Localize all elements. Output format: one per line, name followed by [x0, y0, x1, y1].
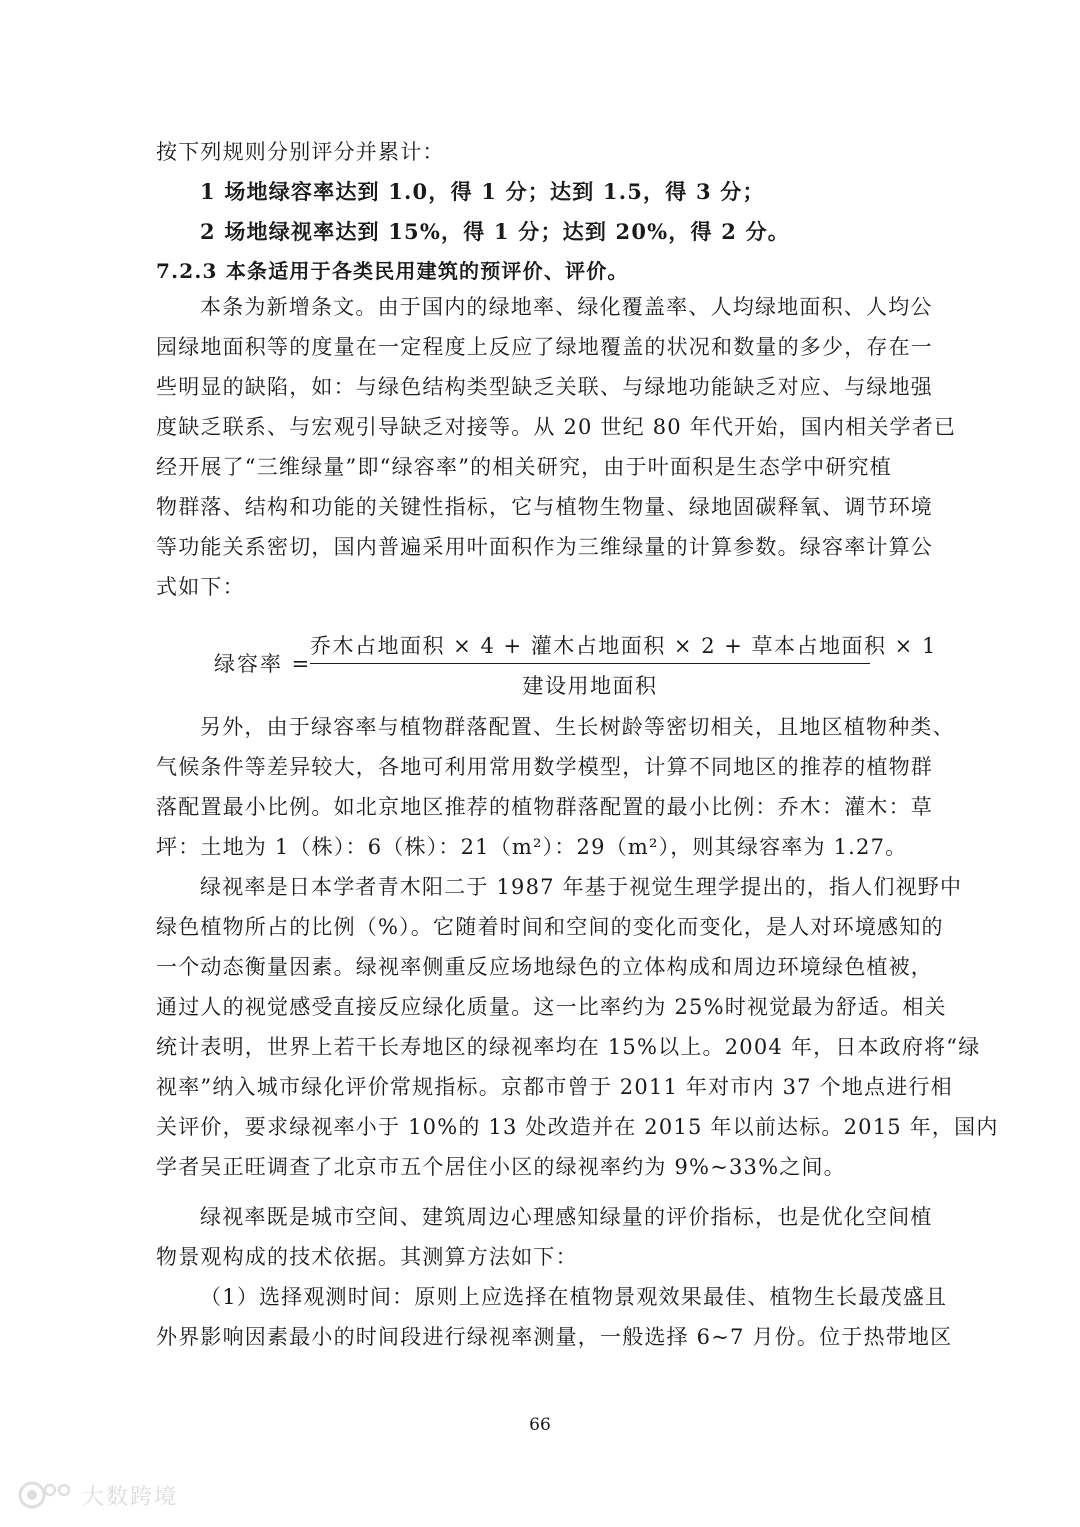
paragraph-line: 通过人的视觉感受直接反应绿化质量。这一比率约为 25%时视觉最为舒适。相关: [156, 995, 947, 1019]
paragraph-line: 物景观构成的技术依据。其测算方法如下：: [156, 1245, 578, 1269]
paragraph-line: 度缺乏联系、与宏观引导缺乏对接等。从 20 世纪 80 年代开始，国内相关学者已: [156, 415, 957, 439]
paragraph-line: 经开展了“三维绿量”即“绿容率”的相关研究，由于叶面积是生态学中研究植: [156, 455, 892, 479]
paragraph-line: 气候条件等差异较大，各地可利用常用数学模型，计算不同地区的推荐的植物群: [156, 755, 933, 779]
paragraph-line: 些明显的缺陷，如：与绿色结构类型缺乏关联、与绿地功能缺乏对应、与绿地强: [156, 375, 933, 399]
paragraph-line: 落配置最小比例。如北京地区推荐的植物群落配置的最小比例：乔木：灌木：草: [156, 795, 933, 819]
rule-item-2: 2 场地绿视率达到 15%，得 1 分；达到 20%，得 2 分。: [200, 219, 790, 244]
paragraph-line: 学者吴正旺调查了北京市五个居住小区的绿视率约为 9%~33%之间。: [156, 1155, 846, 1179]
paragraph-line: 坪：土地为 1（株）：6（株）：21（m²）：29（m²），则其绿容率为 1.27。: [156, 835, 908, 859]
rule-item-1: 1 场地绿容率达到 1.0，得 1 分；达到 1.5，得 3 分；: [200, 179, 765, 204]
paragraph-line: 物群落、结构和功能的关键性指标，它与植物生物量、绿地固碳释氧、调节环境: [156, 495, 933, 519]
paragraph-line: 绿视率是日本学者青木阳二于 1987 年基于视觉生理学提出的，指人们视野中: [200, 875, 963, 899]
paragraph-line: 园绿地面积等的度量在一定程度上反应了绿地覆盖的状况和数量的多少，存在一: [156, 335, 933, 359]
formula-denominator: 建设用地面积: [522, 674, 658, 698]
paragraph-line: 绿视率既是城市空间、建筑周边心理感知绿量的评价指标，也是优化空间植: [200, 1205, 933, 1229]
fraction-bar: [310, 663, 870, 664]
watermark: [16, 1477, 178, 1513]
page-number: 66: [529, 1415, 551, 1435]
formula-numerator: 乔木占地面积 × 4 + 灌木占地面积 × 2 + 草本占地面积 × 1: [310, 634, 937, 658]
paragraph-line: 等功能关系密切，国内普遍采用叶面积作为三维绿量的计算参数。绿容率计算公: [156, 535, 933, 559]
paragraph-line: （1）选择观测时间：原则上应选择在植物景观效果最佳、植物生长最茂盛且: [200, 1285, 948, 1309]
paragraph-line: 式如下：: [156, 575, 245, 599]
text-line: 按下列规则分别评分并累计：: [156, 140, 445, 164]
clause-heading: 7.2.3 本条适用于各类民用建筑的预评价、评价。: [156, 259, 629, 283]
paragraph-line: 外界影响因素最小的时间段进行绿视率测量，一般选择 6~7 月份。位于热带地区: [156, 1325, 953, 1349]
green-volume-formula: [214, 630, 937, 700]
paragraph-line: 绿色植物所占的比例（%）。它随着时间和空间的变化而变化，是人对环境感知的: [156, 915, 944, 939]
paragraph-line: 视率”纳入城市绿化评价常规指标。京都市曾于 2011 年对市内 37 个地点进行相: [156, 1075, 953, 1099]
paragraph-line: 另外，由于绿容率与植物群落配置、生长树龄等密切相关，且地区植物种类、: [200, 715, 955, 739]
watermark-logo-icon: [16, 1478, 76, 1512]
paragraph-line: 统计表明，世界上若干长寿地区的绿视率均在 15%以上。2004 年，日本政府将“绿: [156, 1035, 981, 1059]
paragraph-line: 关评价，要求绿视率小于 10%的 13 处改造并在 2015 年以前达标。2015 年，国内: [156, 1115, 999, 1139]
formula-lhs: 绿容率 =: [214, 652, 312, 676]
watermark-text: 大数跨境: [82, 1484, 179, 1510]
paragraph-line: 本条为新增条文。由于国内的绿地率、绿化覆盖率、人均绿地面积、人均公: [200, 295, 933, 319]
paragraph-line: 一个动态衡量因素。绿视率侧重反应场地绿色的立体构成和周边环境绿色植被，: [156, 955, 933, 979]
